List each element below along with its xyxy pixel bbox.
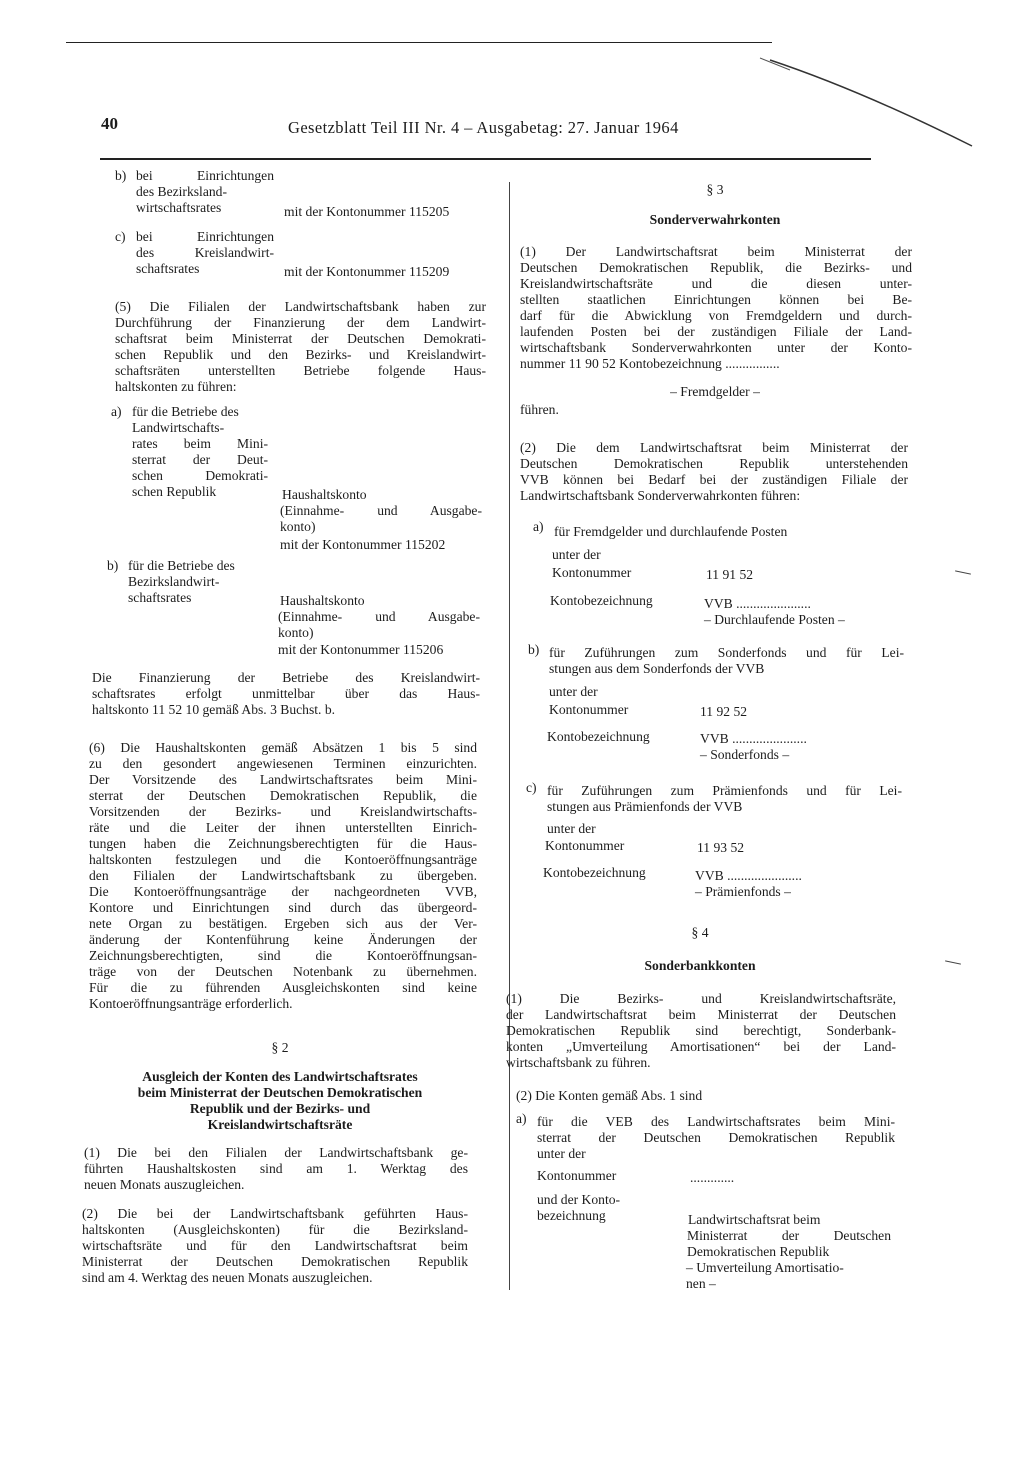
- item-b-line: bei Einrichtungen: [136, 168, 274, 183]
- section-2-p2-line: Ministerrat der Deutschen Demokratischen Republik: [82, 1254, 468, 1269]
- section-2-p1-line: (1) Die bei den Filialen der Landwirtschaftsbank ge-: [84, 1145, 468, 1160]
- option-c-kontonummer: 11 93 52: [697, 840, 745, 855]
- para6-line: änderung der Kontenführung keine Änderungen der: [89, 932, 477, 947]
- section-2-p2-line: sind am 4. Werktag des neuen Monats auszugleichen.: [82, 1270, 373, 1285]
- option-a-bez-label: Kontobezeichnung: [550, 593, 653, 608]
- option-a-heading: für Fremdgelder und durchlaufende Posten: [554, 524, 788, 539]
- para5-line: schaftsrat beim Ministerrat der Deutschen Demokrati-: [115, 331, 486, 346]
- para6-line: räte und die Leiter der ihnen unterstellten Einrich-: [89, 820, 477, 835]
- item-c-line: des Kreislandwirt-: [136, 245, 274, 260]
- margin-mark: [945, 960, 961, 964]
- list-b-konto-line: konto): [278, 625, 314, 640]
- fuehren-line: führen.: [520, 402, 559, 417]
- para6-line: zu den gesondert angewiesenen Terminen einzurichten.: [89, 756, 477, 771]
- section-4-a-kontonummer: .............: [690, 1170, 735, 1185]
- para5-line: (5) Die Filialen der Landwirtschaftsbank haben zur: [115, 299, 486, 314]
- para6-line: Der Vorsitzende des Landwirtschaftsrates beim Mini-: [89, 772, 477, 787]
- item-c-konto: mit der Kontonummer 115209: [284, 264, 450, 279]
- section-3-p2-line: Deutschen Demokratischen Republik unterstehenden: [520, 456, 908, 471]
- option-c-bez: VVB ......................: [695, 868, 802, 883]
- para6-line: träge von der Deutschen Notenbank zu übernehmen.: [89, 964, 477, 979]
- list-b-line: schaftsrates: [128, 590, 192, 605]
- financing-line: haltskonto 11 52 10 gemäß Abs. 3 Buchst. b.: [92, 702, 336, 717]
- list-a-konto-line: Haushaltskonto: [282, 487, 367, 502]
- section-4-a-bez-line: Ministerrat der Deutschen: [687, 1228, 891, 1243]
- option-b-bez: VVB ......................: [700, 731, 807, 746]
- para6-line: haltskonten festzulegen und die Kontoeröffnungsanträge: [89, 852, 477, 867]
- section-4-a-line: für die VEB des Landwirtschaftsrates beim Mini-: [537, 1114, 895, 1129]
- option-a-kontonummer-label: Kontonummer: [552, 565, 632, 580]
- section-4-a-und-label: bezeichnung: [537, 1208, 606, 1223]
- option-b-kontonummer-label: Kontonummer: [549, 702, 629, 717]
- section-2-p1-line: führten Haushaltskosten sind am 1. Werktag des: [84, 1161, 468, 1176]
- list-a-konto-line: mit der Kontonummer 115202: [280, 537, 446, 552]
- option-c-marker: c): [526, 780, 537, 795]
- option-c-bez2: – Prämienfonds –: [695, 884, 791, 899]
- section-2-title-line: Ausgleich der Konten des Landwirtschaftsrates: [142, 1069, 418, 1084]
- section-3-p1-konto: nummer 11 90 52 Kontobezeichnung ................: [520, 356, 780, 371]
- para6-line: den Filialen der Landwirtschaftsbank zu übergeben.: [89, 868, 477, 883]
- section-4-a-unter: unter der: [537, 1146, 586, 1161]
- para6-line: Zeichnungsberechtigten, sind die Kontoeröffnungsan-: [89, 948, 477, 963]
- section-4-a-bez-line: Demokratischen Republik: [687, 1244, 830, 1259]
- section-2-p2-line: wirtschaftsräte und für den Landwirtschaftsrat beim: [82, 1238, 468, 1253]
- section-3-p1-line: stellten staatlichen Einrichtungen können bei Be-: [520, 292, 912, 307]
- section-2-p2-line: haltskonten (Ausgleichskonten) für die Bezirksland-: [82, 1222, 468, 1237]
- section-4-a-bez-line: Landwirtschaftsrat beim: [688, 1212, 821, 1227]
- section-3-p2-line: VVB können bei Bedarf bei der zuständigen Filiale der: [520, 472, 908, 487]
- header-rule: [100, 158, 871, 160]
- list-b-line: für die Betriebe des: [128, 558, 235, 573]
- list-b-marker: b): [107, 558, 119, 573]
- list-a-line: schen Demokrati-: [132, 468, 268, 483]
- option-a-bez: VVB ......................: [704, 596, 811, 611]
- section-4-p1-line: wirtschaftsbank zu führen.: [506, 1055, 651, 1070]
- section-3-p1-line: darf für die Abwicklung von Fremdgeldern und durch-: [520, 308, 912, 323]
- section-3-p2-line: (2) Die dem Landwirtschaftsrat beim Ministerrat der: [520, 440, 908, 455]
- margin-mark: [955, 570, 971, 574]
- list-a-line: rates beim Mini-: [132, 436, 268, 451]
- fremdgelder-label: – Fremdgelder –: [670, 384, 760, 399]
- section-4-a-bez-line: nen –: [686, 1276, 716, 1291]
- page-number: 40: [101, 114, 118, 133]
- section-2-title-line: beim Ministerrat der Deutschen Demokratischen: [137, 1085, 423, 1100]
- section-4-a-und-label: und der Konto-: [537, 1192, 621, 1207]
- item-b-marker: b): [115, 168, 127, 183]
- option-b-heading: für Zuführungen zum Sonderfonds und für Lei-: [549, 645, 904, 660]
- section-2-p2-line: (2) Die bei der Landwirtschaftsbank geführten Haus-: [82, 1206, 468, 1221]
- option-c-kontonummer-label: Kontonummer: [545, 838, 625, 853]
- option-a-bez2: – Durchlaufende Posten –: [704, 612, 845, 627]
- running-title: Gesetzblatt Teil III Nr. 4 – Ausgabetag: 27. Januar 1964: [288, 118, 679, 137]
- para6-line: tungen haben die Zeichnungsberechtigten für die Haus-: [89, 836, 477, 851]
- item-c-marker: c): [115, 229, 126, 244]
- section-3-p1-line: Deutschen Demokratischen Republik, die Bezirks- und: [520, 260, 912, 275]
- para6-line: Die Kontoeröffnungsanträge der nachgeordneten VVB,: [89, 884, 477, 899]
- item-b-line: wirtschaftsrates: [136, 200, 222, 215]
- section-4-a-line: sterrat der Deutschen Demokratischen Republik: [537, 1130, 895, 1145]
- option-b-bez2: – Sonderfonds –: [700, 747, 790, 762]
- section-3-number: § 3: [706, 182, 724, 197]
- section-3-title: Sonderverwahrkonten: [649, 212, 781, 227]
- section-2-p1-line: neuen Monats auszugleichen.: [84, 1177, 245, 1192]
- para6-line: (6) Die Haushaltskonten gemäß Absätzen 1 bis 5 sind: [89, 740, 477, 755]
- para6-line: Kontore und Einrichtungen sind durch das übergeord-: [89, 900, 477, 915]
- option-a-unter: unter der: [552, 547, 601, 562]
- option-b-bez-label: Kontobezeichnung: [547, 729, 650, 744]
- item-b-line: des Bezirksland-: [136, 184, 227, 199]
- para5-line: haltskonten zu führen:: [115, 379, 237, 394]
- para6-line: Für die zu führenden Ausgleichskonten sind keine: [89, 980, 477, 995]
- para5-line: schaftsräten unterstellten Betriebe folgende Haus-: [115, 363, 486, 378]
- section-4-p1-line: Demokratischen Republik sind berechtigt, Sonderbank-: [506, 1023, 896, 1038]
- section-4-p1-line: der Landwirtschaftsrat beim Ministerrat der Deutschen: [506, 1007, 896, 1022]
- section-4-p2: (2) Die Konten gemäß Abs. 1 sind: [516, 1088, 703, 1103]
- list-a-line: Landwirtschafts-: [132, 420, 225, 435]
- para5-line: schen Republik und den Bezirks- und Kreislandwirt-: [115, 347, 486, 362]
- item-b-konto: mit der Kontonummer 115205: [284, 204, 450, 219]
- section-3-p1-line: Kreislandwirtschaftsräte und die diesen unter-: [520, 276, 912, 291]
- section-2-number: § 2: [271, 1040, 289, 1055]
- section-3-p2-line: Landwirtschaftsbank Sonderverwahrkonten führen:: [520, 488, 801, 503]
- item-c-line: schaftsrates: [136, 261, 200, 276]
- option-c-unter: unter der: [547, 821, 596, 836]
- financing-line: schaftsrates erfolgt unmittelbar über das Haus-: [92, 686, 480, 701]
- section-4-number: § 4: [691, 925, 709, 940]
- section-3-p1-line: (1) Der Landwirtschaftsrat beim Ministerrat der: [520, 244, 912, 259]
- para6-line: nete Organ zu bestätigen. Ergeben sich aus der Ver-: [89, 916, 477, 931]
- option-b-unter: unter der: [549, 684, 598, 699]
- option-c-bez-label: Kontobezeichnung: [543, 865, 646, 880]
- section-2-title-line: Kreislandwirtschaftsräte: [207, 1117, 353, 1132]
- list-b-line: Bezirkslandwirt-: [128, 574, 220, 589]
- column-rule: [509, 182, 510, 1290]
- financing-line: Die Finanzierung der Betriebe des Kreislandwirt-: [92, 670, 480, 685]
- section-4-title: Sonderbankkonten: [644, 958, 756, 973]
- list-a-line: sterrat der Deut-: [132, 452, 268, 467]
- option-a-kontonummer: 11 91 52: [706, 567, 754, 582]
- list-b-konto-line: mit der Kontonummer 115206: [278, 642, 444, 657]
- option-b-kontonummer: 11 92 52: [700, 704, 748, 719]
- section-4-p1-line: (1) Die Bezirks- und Kreislandwirtschaftsräte,: [506, 991, 896, 1006]
- option-c-heading: stungen aus Prämienfonds der VVB: [547, 799, 743, 814]
- section-4-a-kontonummer-label: Kontonummer: [537, 1168, 617, 1183]
- option-b-marker: b): [528, 642, 540, 657]
- list-b-konto-line: Haushaltskonto: [280, 593, 365, 608]
- list-a-marker: a): [111, 404, 122, 419]
- section-4-p1-line: konten „Umverteilung Amortisationen“ bei der Land-: [506, 1039, 896, 1054]
- list-a-line: für die Betriebe des: [132, 404, 239, 419]
- option-b-heading: stungen aus dem Sonderfonds der VVB: [549, 661, 765, 676]
- option-a-marker: a): [533, 519, 544, 534]
- para6-line: Kontoeröffnungsanträge erforderlich.: [89, 996, 293, 1011]
- list-a-line: schen Republik: [132, 484, 217, 499]
- option-c-heading: für Zuführungen zum Prämienfonds und für Lei-: [547, 783, 902, 798]
- list-a-konto-line: (Einnahme- und Ausgabe-: [280, 503, 482, 518]
- item-c-line: bei Einrichtungen: [136, 229, 274, 244]
- para6-line: Vorsitzenden der Bezirks- und Kreislandwirtschafts-: [89, 804, 477, 819]
- section-3-p1-line: wirtschaftsbank Sonderverwahrkonten unter der Konto-: [520, 340, 912, 355]
- section-4-a-bez-line: – Umverteilung Amortisatio-: [686, 1260, 844, 1275]
- section-2-title-line: Republik und der Bezirks- und: [189, 1101, 371, 1116]
- para5-line: Durchführung der Finanzierung der dem Landwirt-: [115, 315, 486, 330]
- list-a-konto-line: konto): [280, 519, 316, 534]
- section-4-a-marker: a): [516, 1111, 527, 1126]
- para6-line: sterrat der Deutschen Demokratischen Republik, die: [89, 788, 477, 803]
- list-b-konto-line: (Einnahme- und Ausgabe-: [278, 609, 480, 624]
- section-3-p1-line: laufenden Posten bei der zuständigen Filiale der Land-: [520, 324, 912, 339]
